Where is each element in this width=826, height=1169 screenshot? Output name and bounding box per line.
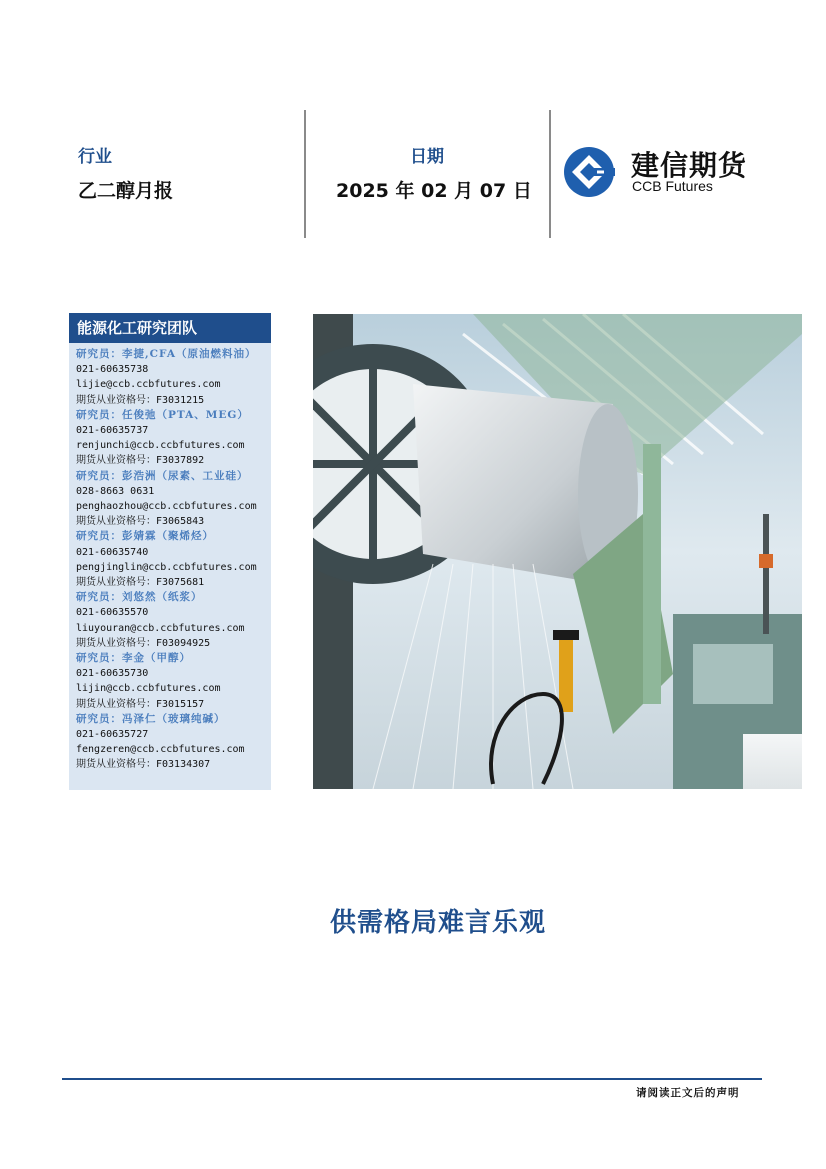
report-title: 供需格局难言乐观: [330, 908, 547, 938]
team-list: [76, 347, 268, 773]
researcher-license: 期货从业资格号：F03094925: [76, 637, 211, 649]
researcher-phone: 021-60635727: [76, 729, 149, 741]
team-member: [76, 347, 268, 408]
cover-photo: [313, 314, 802, 789]
researcher-license: 期货从业资格号：F3075681: [76, 577, 205, 589]
date-value: 2025 年 02 月 07 日: [336, 180, 532, 202]
researcher-license: 期货从业资格号：F3065843: [76, 516, 205, 528]
researcher-name: 研究员：刘悠然（纸浆）: [76, 591, 203, 604]
team-member: [76, 590, 268, 651]
researcher-name: 研究员：李金（甲醇）: [76, 652, 191, 665]
researcher-name: 研究员：李捷,CFA（原油燃料油）: [76, 348, 257, 360]
footer-disclaimer: 请阅读正文后的声明: [636, 1087, 740, 1099]
logo-name-cn: 建信期货: [631, 149, 748, 182]
researcher-license: 期货从业资格号：F3037892: [76, 455, 205, 467]
team-member: [76, 712, 268, 773]
researcher-email: penghaozhou@ccb.ccbfutures.com: [76, 501, 257, 513]
researcher-email: renjunchi@ccb.ccbfutures.com: [76, 440, 245, 452]
team-member: [76, 469, 268, 530]
researcher-email: lijie@ccb.ccbfutures.com: [76, 379, 221, 391]
researcher-email: lijin@ccb.ccbfutures.com: [76, 683, 221, 695]
ccb-logo-icon: [563, 146, 615, 198]
researcher-email: pengjinglin@ccb.ccbfutures.com: [76, 561, 257, 573]
researcher-phone: 021-60635738: [76, 364, 149, 376]
researcher-name: 研究员：彭浩洲（尿素、工业硅）: [76, 469, 249, 482]
team-member: [76, 529, 268, 590]
researcher-email: liuyouran@ccb.ccbfutures.com: [76, 622, 245, 634]
researcher-email: fengzeren@ccb.ccbfutures.com: [76, 744, 245, 756]
header-divider: [304, 110, 306, 238]
logo-name-en: CCB Futures: [632, 178, 713, 194]
researcher-phone: 021-60635570: [76, 607, 149, 619]
researcher-phone: 028-8663 0631: [76, 485, 155, 497]
researcher-phone: 021-60635730: [76, 668, 149, 680]
researcher-license: 期货从业资格号：F03134307: [76, 759, 211, 771]
header-divider: [549, 110, 551, 238]
footer-rule: [62, 1078, 762, 1080]
industry-value: 乙二醇月报: [78, 180, 174, 202]
researcher-license: 期货从业资格号：F3031215: [76, 394, 205, 406]
researcher-phone: 021-60635740: [76, 546, 149, 558]
date-label: 日期: [410, 147, 444, 167]
team-member: [76, 408, 268, 469]
team-title: 能源化工研究团队: [69, 313, 271, 343]
industry-label: 行业: [78, 147, 112, 167]
team-member: [76, 651, 268, 712]
researcher-name: 研究员：冯泽仁（玻璃纯碱）: [76, 712, 226, 725]
researcher-name: 研究员：彭婧霖（聚烯烃）: [76, 530, 214, 543]
researcher-phone: 021-60635737: [76, 425, 149, 437]
researcher-name: 研究员：任俊弛（PTA、MEG）: [76, 408, 249, 421]
researcher-license: 期货从业资格号：F3015157: [76, 698, 205, 710]
